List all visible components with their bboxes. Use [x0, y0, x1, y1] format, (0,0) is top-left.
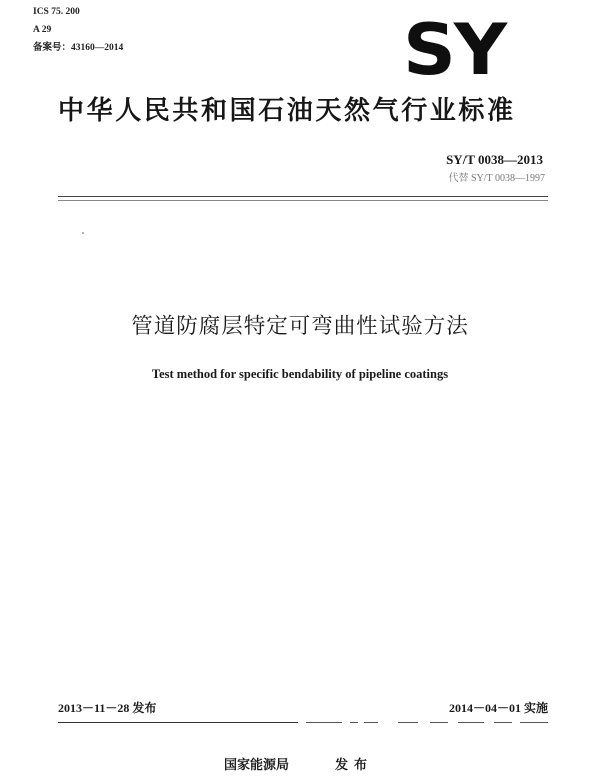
ics-code: ICS 75. 200	[33, 7, 80, 17]
header-divider-secondary	[58, 200, 548, 201]
replaces-standard: 代替 SY/T 0038—1997	[448, 173, 545, 184]
standard-number: SY/T 0038—2013	[446, 152, 543, 167]
publish-label: 发布	[335, 758, 374, 773]
footer-divider-dash	[364, 722, 378, 723]
document-title-chinese: 管道防腐层特定可弯曲性试验方法	[131, 314, 469, 339]
footer-divider-dash	[306, 722, 342, 723]
footer-divider-dash	[520, 722, 548, 723]
issue-date: 2013－11－28 发布	[58, 701, 157, 715]
ccs-code: A 29	[33, 25, 52, 35]
footer-divider-dash	[350, 722, 358, 723]
document-title-english: Test method for specific bendability of pipeline coatings	[151, 367, 449, 381]
sy-logo: SY	[403, 9, 505, 91]
record-number: 备案号：43160—2014	[33, 43, 124, 53]
implementation-date: 2014－04－01 实施	[448, 701, 548, 715]
footer-divider-dash	[458, 722, 484, 723]
standard-category-title: 中华人民共和国石油天然气行业标准	[58, 96, 516, 126]
header-divider	[58, 196, 548, 197]
footer-divider-dash	[398, 722, 418, 723]
footer-divider-dash	[430, 722, 448, 723]
footer-divider-solid	[58, 722, 298, 723]
scan-speck	[82, 232, 84, 234]
footer-divider-dash	[494, 722, 512, 723]
publisher-name: 国家能源局	[224, 758, 290, 773]
